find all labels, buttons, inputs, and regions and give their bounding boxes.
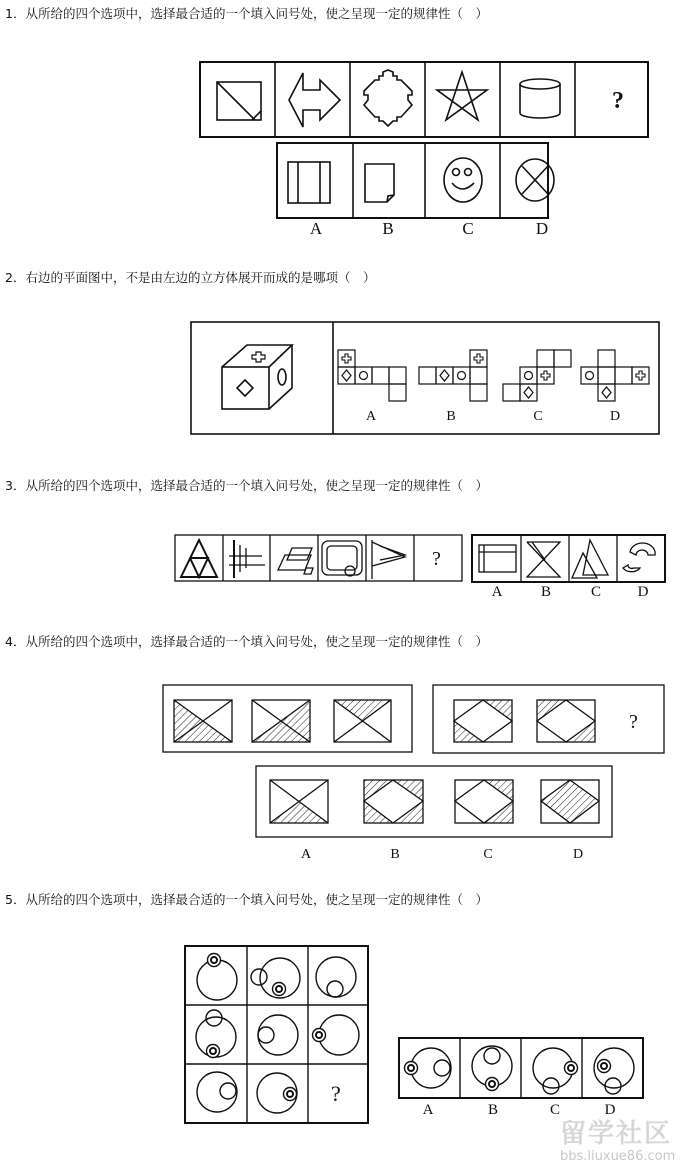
plus-icon xyxy=(342,354,351,363)
q2-option-c-label: C xyxy=(533,409,543,424)
q1-option-c-label: C xyxy=(462,219,474,238)
q3-options-row xyxy=(472,535,665,582)
option-b-figure xyxy=(472,1046,512,1091)
option-a-figure xyxy=(405,1048,452,1088)
question-3-text: 3．从所给的四个选项中，选择最合适的一个填入问号处，使之呈现一定的规律性（ ） xyxy=(5,478,488,493)
plus-icon xyxy=(636,371,645,380)
question-5-text: 5．从所给的四个选项中，选择最合适的一个填入问号处，使之呈现一定的规律性（ ） xyxy=(5,892,488,907)
option-c-smiley-figure xyxy=(444,158,482,202)
q1-option-a-label: A xyxy=(309,219,323,238)
q1-question-mark: ? xyxy=(612,88,624,114)
q5-options-row xyxy=(399,1038,643,1098)
option-c-triangles-figure xyxy=(572,540,608,578)
watermark-title: 留学社区 xyxy=(560,1119,673,1149)
star-figure xyxy=(437,72,487,120)
cylinder-figure xyxy=(520,79,560,118)
option-d-figure xyxy=(594,1048,634,1094)
q5-option-c-label: C xyxy=(549,1102,561,1118)
x-rect-right-bottom-shaded xyxy=(252,700,310,742)
question-2-text: 2．右边的平面图中，不是由左边的立方体展开而成的是哪项（ ） xyxy=(5,270,376,285)
option-b-hourglass-figure xyxy=(527,542,560,577)
q2-option-a-label: A xyxy=(365,409,377,424)
q3-question-mark: ? xyxy=(432,548,441,570)
q4-option-b-label: B xyxy=(390,847,400,862)
option-a-rectangle-figure xyxy=(288,162,330,203)
parallelograms-figure xyxy=(278,548,313,574)
option-b-folded-paper-figure xyxy=(365,164,394,202)
q2-option-d-label: D xyxy=(609,409,621,424)
q3-option-b-label: B xyxy=(540,584,552,600)
q1-option-d-label: D xyxy=(535,219,549,238)
q4-question-mark: ? xyxy=(629,711,638,733)
net-option-c xyxy=(503,350,571,401)
double-arrow-figure xyxy=(289,73,340,127)
q5-grid xyxy=(185,946,368,1123)
q4-options-box xyxy=(256,766,612,837)
flag-figure xyxy=(372,540,405,579)
cube-figure xyxy=(222,345,292,409)
grid-lines-figure xyxy=(229,540,265,578)
q5-option-a-label: A xyxy=(422,1102,434,1118)
plus-icon xyxy=(541,371,550,380)
q2-cube-figure-box xyxy=(191,322,659,434)
cell-5 xyxy=(258,1015,298,1055)
diamond-rect-tr-bl-shaded xyxy=(454,700,512,742)
question-1-text: 1．从所给的四个选项中，选择最合适的一个填入问号处，使之呈现一定的规律性（ ） xyxy=(5,6,488,21)
q5-option-b-label: B xyxy=(487,1102,499,1118)
cell-7 xyxy=(197,1072,237,1112)
cell-6 xyxy=(313,1015,360,1055)
q4-sequence-box-1 xyxy=(163,685,412,752)
option-a-figure xyxy=(270,780,328,823)
cell-2 xyxy=(251,958,300,998)
folded-square-diagonal-figure xyxy=(217,82,261,120)
q3-option-a-label: A xyxy=(491,584,503,600)
q5-option-d-label: D xyxy=(604,1102,616,1118)
q4-sequence-box-2 xyxy=(433,685,664,753)
q1-options-row xyxy=(277,143,554,218)
triangle-figure xyxy=(181,540,217,577)
rounded-frame-figure xyxy=(322,541,362,576)
q3-option-c-label: C xyxy=(590,584,602,600)
option-a-window-figure xyxy=(479,545,516,572)
net-option-a xyxy=(338,350,406,401)
q4-option-c-label: C xyxy=(483,847,493,862)
net-option-b xyxy=(419,350,487,401)
cell-8 xyxy=(257,1073,297,1113)
diamond-rect-tl-br-shaded xyxy=(537,700,595,742)
q3-option-d-label: D xyxy=(637,584,649,600)
option-c-figure xyxy=(455,780,513,823)
q4-option-d-label: D xyxy=(572,847,584,862)
q2-option-b-label: B xyxy=(446,409,456,424)
question-4-text: 4．从所给的四个选项中，选择最合适的一个填入问号处，使之呈现一定的规律性（ ） xyxy=(5,634,488,649)
cell-1 xyxy=(197,954,237,1001)
notched-diamond-figure xyxy=(364,70,412,126)
q1-option-b-label: B xyxy=(382,219,394,238)
x-rect-top-shaded xyxy=(334,700,391,742)
cell-4 xyxy=(196,1010,236,1058)
option-b-figure xyxy=(364,780,423,823)
watermark-url: bbs.liuxue86.com xyxy=(560,1149,676,1164)
x-rect-left-bottom-shaded xyxy=(174,700,232,742)
q5-question-mark: ? xyxy=(331,1081,341,1106)
q1-sequence-row xyxy=(200,62,648,137)
q4-option-a-label: A xyxy=(300,847,312,862)
option-d-figure xyxy=(541,780,599,823)
net-option-d xyxy=(581,350,649,401)
q3-sequence-row xyxy=(175,535,462,581)
option-c-figure xyxy=(533,1048,578,1094)
plus-icon xyxy=(474,354,483,363)
cell-3 xyxy=(316,957,356,997)
option-d-s-curve-figure xyxy=(623,543,655,572)
